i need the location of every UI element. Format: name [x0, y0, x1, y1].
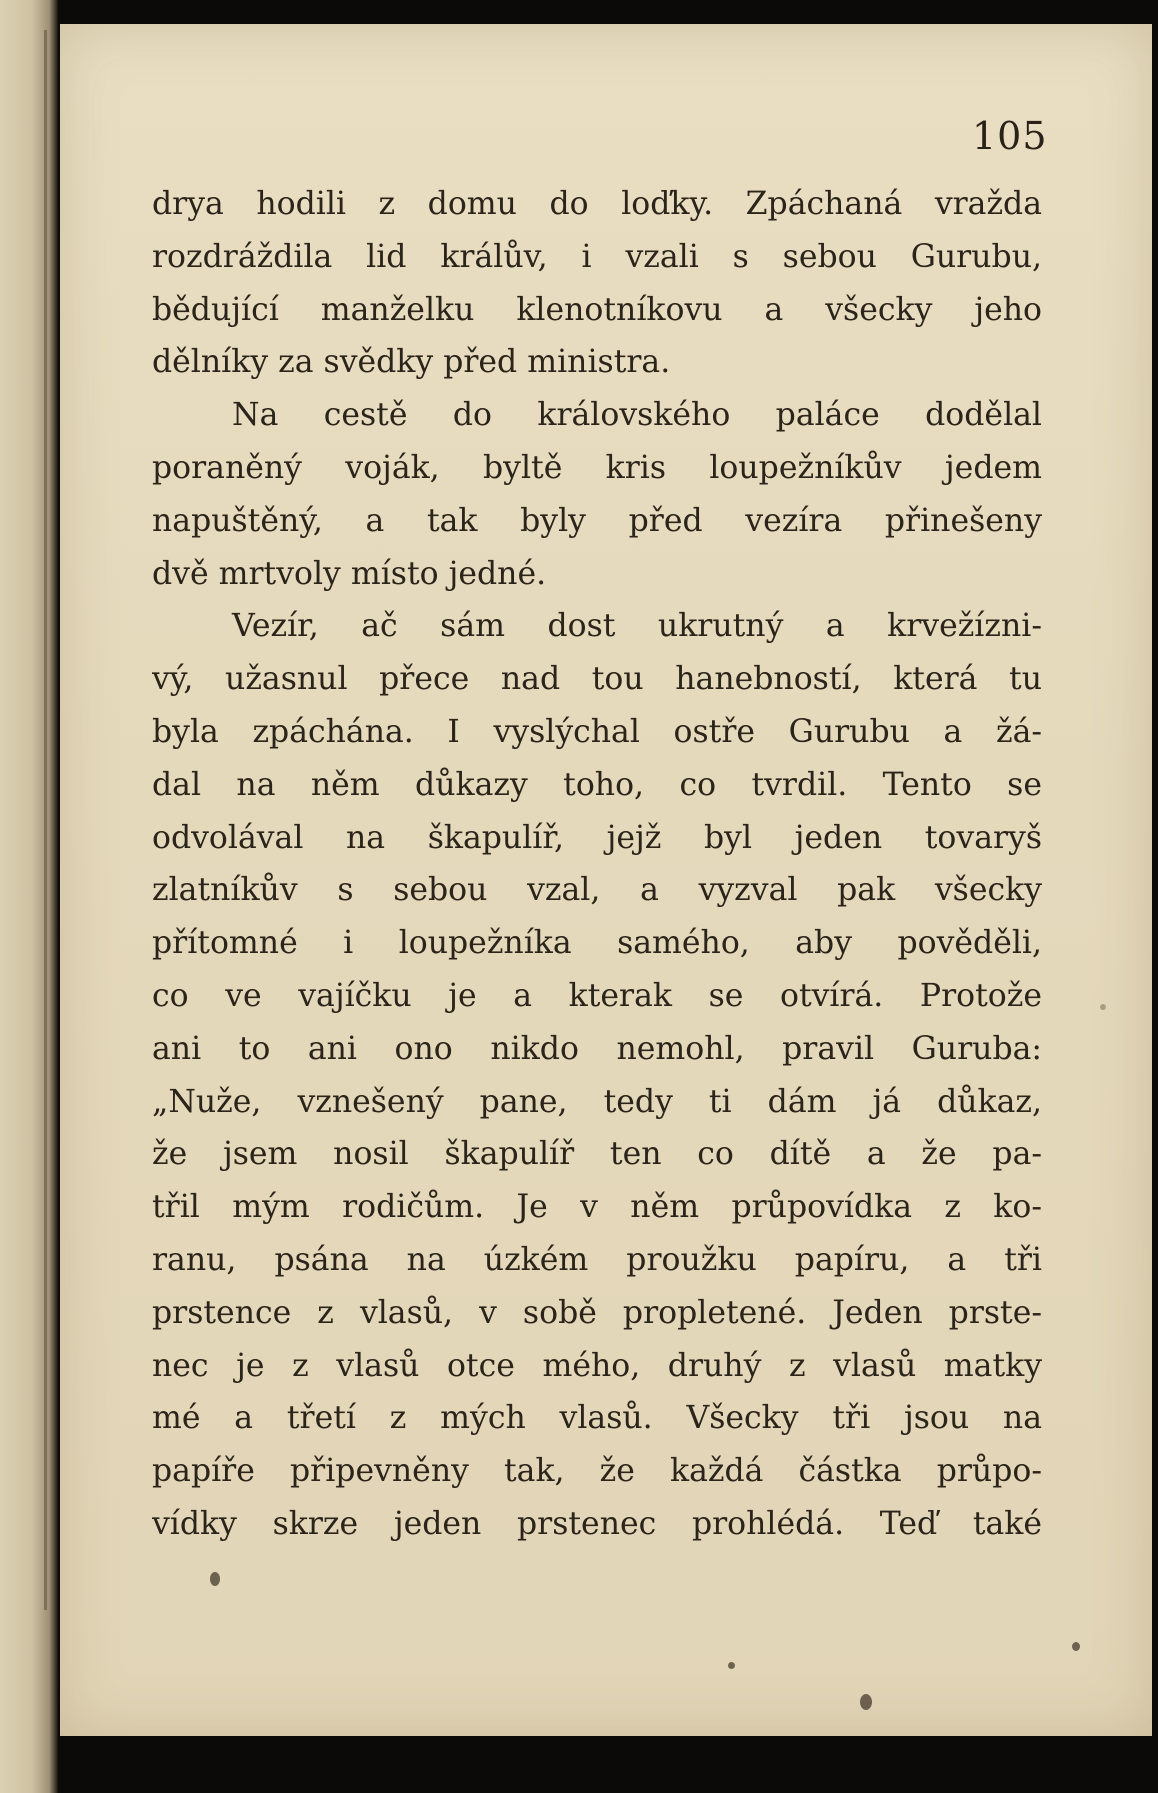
page-number: 105 [972, 114, 1048, 158]
binding-shadow-line [44, 30, 47, 1610]
text-line: zlatníkův s sebou vzal, a vyzval pak všecky [152, 872, 1042, 909]
text-line: „Nuže, vznešený pane, tedy ti dám já důkaz, [152, 1083, 1042, 1120]
ink-speck [728, 1662, 735, 1669]
text-line: Vezír, ač sám dost ukrutný a krvežízni- [232, 608, 1042, 645]
text-line: třil mým rodičům. Je v něm průpovídka z ko- [152, 1189, 1042, 1226]
text-line: papíře připevněny tak, že každá částka průpo- [152, 1453, 1042, 1490]
text-line: co ve vajíčku je a kterak se otvírá. Protože [152, 977, 1042, 1014]
text-line: nec je z vlasů otce mého, druhý z vlasů matky [152, 1347, 1042, 1384]
page-text [152, 178, 1042, 1551]
text-line: přítomné i loupežníka samého, aby pověděli, [152, 925, 1042, 962]
text-line: ani to ani ono nikdo nemohl, pravil Guruba: [152, 1030, 1042, 1067]
text-line: bědující manželku klenotníkovu a všecky jeho [152, 291, 1042, 328]
text-line: dvě mrtvoly místo jedné. [152, 555, 547, 592]
ink-speck [210, 1572, 220, 1586]
text-line: rozdráždila lid králův, i vzali s sebou Gurubu, [152, 238, 1042, 275]
text-line: dal na něm důkazy toho, co tvrdil. Tento se [152, 766, 1042, 803]
text-line: vídky skrze jeden prstenec prohlédá. Teď také [152, 1505, 1042, 1542]
ink-speck [860, 1694, 872, 1710]
text-line: poraněný voják, byltě kris loupežníkův jedem [152, 449, 1042, 486]
binding-edge [0, 0, 58, 1793]
book-page [60, 24, 1152, 1736]
text-line: odvolával na škapulíř, jejž byl jeden tovaryš [152, 819, 1042, 856]
text-line: byla zpáchána. I vyslýchal ostře Gurubu a žá- [152, 713, 1042, 750]
text-line: napuštěný, a tak byly před vezíra přinešeny [152, 502, 1042, 539]
text-line: že jsem nosil škapulíř ten co dítě a že pa- [152, 1136, 1042, 1173]
text-line: Na cestě do královského paláce dodělal [232, 397, 1042, 434]
text-line: mé a třetí z mých vlasů. Všecky tři jsou na [152, 1400, 1042, 1437]
text-line: dělníky za svědky před ministra. [152, 344, 671, 381]
text-line: vý, užasnul přece nad tou hanebností, která tu [152, 661, 1042, 698]
ink-speck [1072, 1642, 1080, 1651]
text-line: prstence z vlasů, v sobě propletené. Jeden prste- [152, 1294, 1042, 1331]
ink-speck [1100, 1004, 1106, 1010]
text-line: ranu, psána na úzkém proužku papíru, a tři [152, 1241, 1042, 1278]
text-line: dr‍ya hodili z domu do loďky. Zpáchaná vražda [152, 186, 1042, 222]
